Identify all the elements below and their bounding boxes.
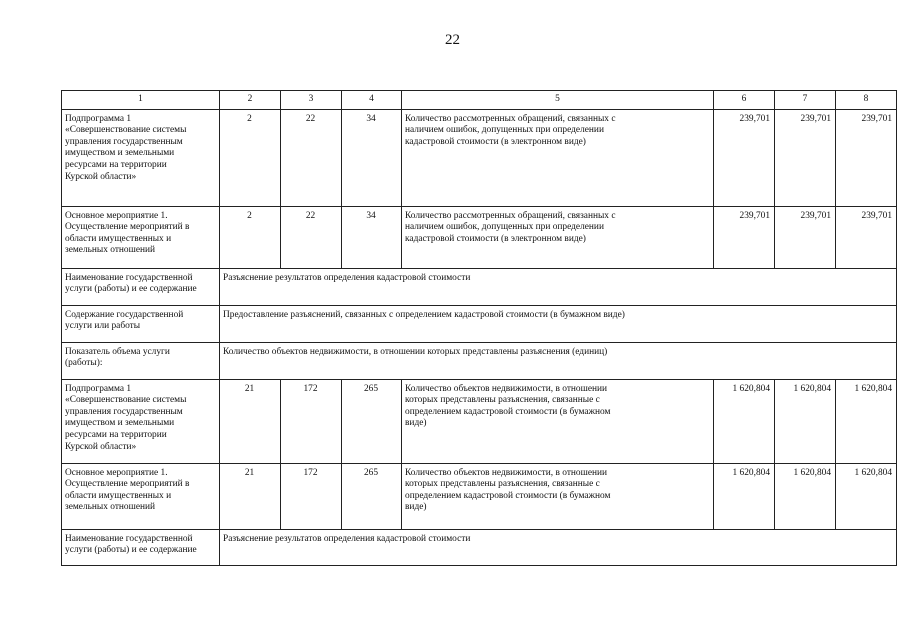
- header-cell: 6: [714, 91, 775, 110]
- value-cell: 239,701: [836, 109, 897, 206]
- header-cell: 2: [220, 91, 281, 110]
- service-label-cell: [62, 305, 220, 342]
- program-name-cell: [62, 463, 220, 529]
- service-label-line: услуги (работы) и ее содержание: [65, 545, 197, 556]
- indicator-line: Количество рассмотренных обращений, связанных с: [405, 113, 616, 124]
- value-cell: 1 620,804: [836, 463, 897, 529]
- indicator-line: которых представлены разъяснения, связанные с: [405, 395, 600, 406]
- value-cell: 239,701: [775, 206, 836, 268]
- program-name-cell: [62, 379, 220, 463]
- service-label-line: услуги (работы) и ее содержание: [65, 284, 197, 295]
- service-row: [62, 342, 897, 379]
- value-cell: 239,701: [714, 109, 775, 206]
- indicator-line: Количество объектов недвижимости, в отношении: [405, 467, 608, 478]
- program-name-cell: [62, 206, 220, 268]
- indicator-cell: [402, 206, 714, 268]
- service-text-cell: Разъяснение результатов определения кадастровой стоимости: [220, 268, 897, 305]
- code-cell: 22: [281, 109, 342, 206]
- program-name-line: ресурсами на территории: [65, 429, 167, 440]
- header-cell: 8: [836, 91, 897, 110]
- program-name-line: Основное мероприятие 1.: [65, 467, 168, 478]
- program-name-line: «Совершенствование системы: [65, 395, 187, 406]
- indicator-line: наличием ошибок, допущенных при определении: [405, 222, 604, 233]
- service-label-line: Содержание государственной: [65, 309, 184, 320]
- program-name-line: Осуществление мероприятий в: [65, 222, 190, 233]
- header-cell: 3: [281, 91, 342, 110]
- indicator-cell: [402, 109, 714, 206]
- code-cell: 2: [220, 206, 281, 268]
- service-label-line: Показатель объема услуги: [65, 346, 170, 357]
- code-cell: 265: [342, 463, 402, 529]
- program-name-line: Курской области»: [65, 171, 137, 182]
- table-row: [62, 379, 897, 463]
- indicator-line: виде): [405, 502, 427, 513]
- indicator-cell: [402, 463, 714, 529]
- program-name-line: Подпрограмма 1: [65, 113, 132, 124]
- code-cell: 21: [220, 463, 281, 529]
- indicators-table: [61, 90, 897, 566]
- service-label-line: Наименование государственной: [65, 272, 193, 283]
- page-number: 22: [445, 32, 460, 48]
- indicator-line: кадастровой стоимости (в электронном виде): [405, 233, 586, 244]
- header-cell: 4: [342, 91, 402, 110]
- service-label-cell: [62, 342, 220, 379]
- value-cell: 239,701: [836, 206, 897, 268]
- indicator-line: которых представлены разъяснения, связанные с: [405, 479, 600, 490]
- value-cell: 1 620,804: [714, 463, 775, 529]
- code-cell: 265: [342, 379, 402, 463]
- code-cell: 172: [281, 463, 342, 529]
- service-text-cell: Разъяснение результатов определения кадастровой стоимости: [220, 529, 897, 565]
- header-row: [62, 91, 897, 110]
- code-cell: 34: [342, 109, 402, 206]
- table-row: [62, 206, 897, 268]
- value-cell: 239,701: [714, 206, 775, 268]
- program-name-line: имуществом и земельными: [65, 418, 175, 429]
- indicator-line: определением кадастровой стоимости (в бумажном: [405, 490, 611, 501]
- service-text-cell: Количество объектов недвижимости, в отношении которых представлены разъяснения (единиц): [220, 342, 897, 379]
- service-text-cell: Предоставление разъяснений, связанных с определением кадастровой стоимости (в бумажном виде): [220, 305, 897, 342]
- program-name-line: Подпрограмма 1: [65, 383, 132, 394]
- service-label-line: Наименование государственной: [65, 533, 193, 544]
- service-row: [62, 529, 897, 565]
- value-cell: 1 620,804: [775, 379, 836, 463]
- code-cell: 2: [220, 109, 281, 206]
- value-cell: 1 620,804: [775, 463, 836, 529]
- program-name-cell: [62, 109, 220, 206]
- program-name-line: управления государственным: [65, 406, 183, 417]
- code-cell: 34: [342, 206, 402, 268]
- program-name-line: Основное мероприятие 1.: [65, 210, 168, 221]
- service-label-cell: [62, 529, 220, 565]
- table-body: [62, 91, 897, 566]
- service-label-line: (работы):: [65, 358, 103, 369]
- program-name-line: земельных отношений: [65, 245, 156, 256]
- header-cell: 5: [402, 91, 714, 110]
- indicator-line: Количество рассмотренных обращений, связанных с: [405, 210, 616, 221]
- service-label-line: услуги или работы: [65, 321, 141, 332]
- service-row: [62, 268, 897, 305]
- code-cell: 21: [220, 379, 281, 463]
- indicator-line: кадастровой стоимости (в электронном виде): [405, 136, 586, 147]
- indicator-line: виде): [405, 418, 427, 429]
- code-cell: 22: [281, 206, 342, 268]
- header-cell: 7: [775, 91, 836, 110]
- program-name-line: имуществом и земельными: [65, 148, 175, 159]
- indicator-line: наличием ошибок, допущенных при определении: [405, 125, 604, 136]
- header-cell: 1: [62, 91, 220, 110]
- service-label-cell: [62, 268, 220, 305]
- indicator-line: Количество объектов недвижимости, в отношении: [405, 383, 608, 394]
- program-name-line: ресурсами на территории: [65, 159, 167, 170]
- table-row: [62, 109, 897, 206]
- indicator-cell: [402, 379, 714, 463]
- code-cell: 172: [281, 379, 342, 463]
- service-row: [62, 305, 897, 342]
- table-row: [62, 463, 897, 529]
- program-name-line: управления государственным: [65, 136, 183, 147]
- program-name-line: земельных отношений: [65, 502, 156, 513]
- value-cell: 239,701: [775, 109, 836, 206]
- program-name-line: области имущественных и: [65, 233, 172, 244]
- program-name-line: области имущественных и: [65, 490, 172, 501]
- program-name-line: «Совершенствование системы: [65, 125, 187, 136]
- indicator-line: определением кадастровой стоимости (в бумажном: [405, 406, 611, 417]
- value-cell: 1 620,804: [714, 379, 775, 463]
- program-name-line: Курской области»: [65, 441, 137, 452]
- program-name-line: Осуществление мероприятий в: [65, 479, 190, 490]
- value-cell: 1 620,804: [836, 379, 897, 463]
